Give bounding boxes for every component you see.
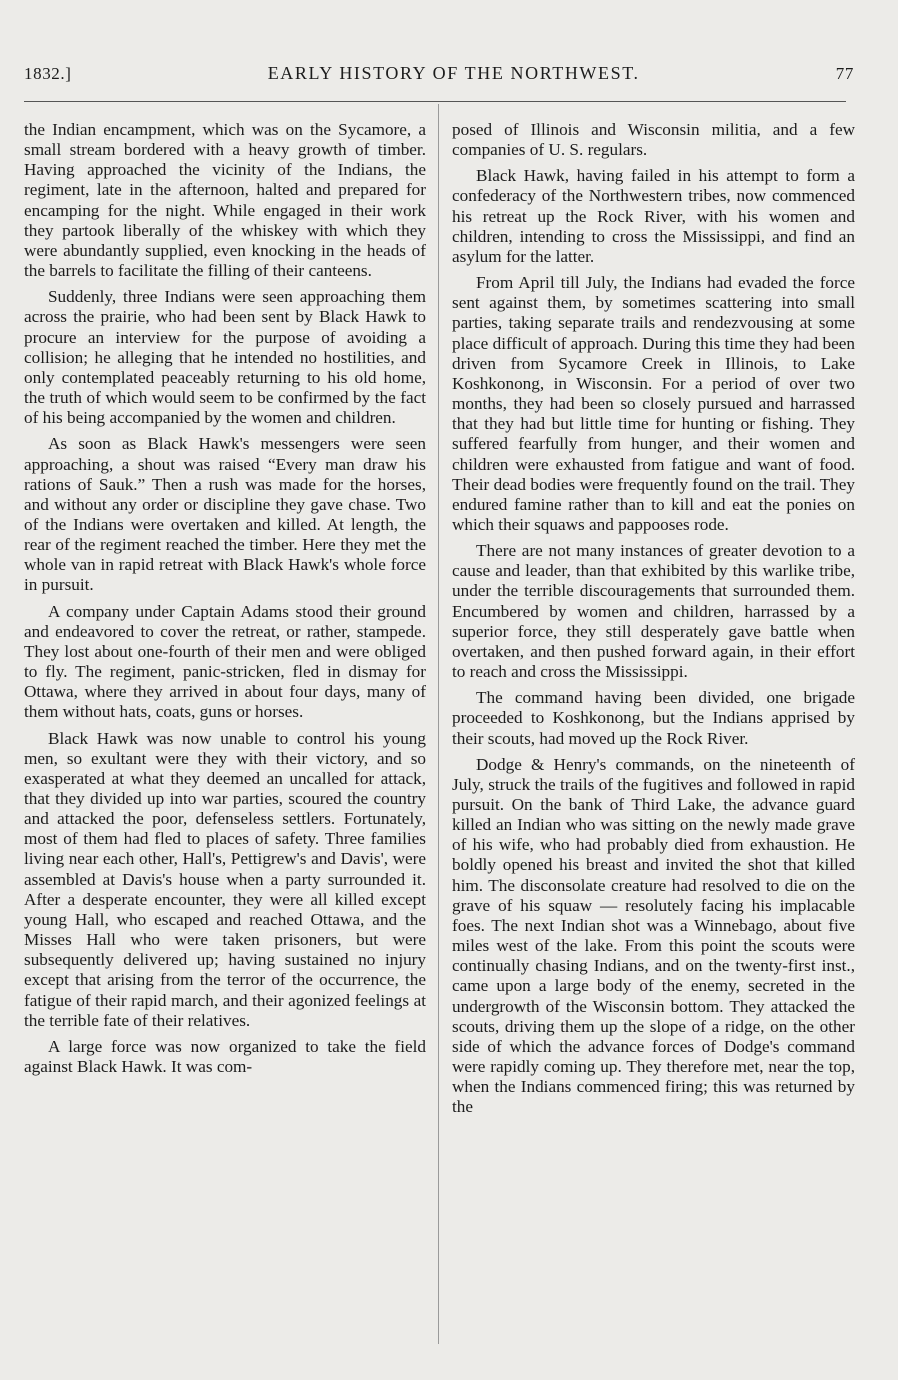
running-head: [24, 63, 854, 89]
paragraph-left-6: A large force was now organized to take the field against Black Hawk. It was com-: [24, 1036, 426, 1077]
paragraph-right-1: posed of Illinois and Wisconsin militia, and a few companies of U. S. regulars.: [452, 120, 855, 160]
paragraph-left-1: the Indian encampment, which was on the Sycamore, a small stream bordered with a heavy growth of timber. Having approached the vicinity of the Indians, the regiment, late in the afternoon, halted and prepared for encamping for the night. While engaged in their work they partook liberally of the whiskey with which they were abundantly supplied, even knocking in the heads of the barrels to facilitate the filling of their canteens.: [24, 120, 426, 281]
paragraph-right-5: The command having been divided, one brigade proceeded to Koshkonong, but the Indians apprised by their scouts, had moved up the Rock River.: [452, 688, 855, 748]
paragraph-left-3: As soon as Black Hawk's messengers were seen approaching, a shout was raised “Every man draw his rations of Sauk.” Then a rush was made for the horses, and without any order or discipline they gave chase. Two of the Indians were overtaken and killed. At length, the rear of the regiment reached the timber. Here they met the whole van in rapid retreat with Black Hawk's whole force in pursuit.: [24, 434, 426, 595]
paragraph-left-5: Black Hawk was now unable to control his young men, so exultant were they with their victory, and so exasperated at what they deemed an uncalled for attack, that they divided up into war parties, scoured the country and attacked the poor, defenseless settlers. Fortunately, most of them had fled to places of safety. Three families living near each other, Hall's, Pettigrew's and Davis', were assembled at Davis's house when a party surrounded it. After a desperate encounter, they were all killed except young Hall, who escaped and reached Ottawa, and the Misses Hall who were taken prisoners, but were subsequently delivered up; having sustained no injury except that arising from the terror of the occurrence, the fatigue of their rapid march, and their agonized feelings at the terrible fate of their relatives.: [24, 728, 426, 1030]
paragraph-left-4: A company under Captain Adams stood their ground and endeavored to cover the retreat, or rather, stampede. They lost about one-fourth of their men and were obliged to fly. The regiment, panic-stricken, fled in dismay for Ottawa, where they arrived in about four days, many of them without hats, coats, guns or horses.: [24, 601, 426, 722]
header-page-number: 77: [835, 64, 854, 83]
left-column: [24, 120, 426, 1083]
paragraph-right-3: From April till July, the Indians had evaded the force sent against them, by sometimes scattering into small parties, taking separate trails and rendezvousing at some place difficult of approach. During this time they had been driven from Sycamore Creek in Illinois, to Lake Koshkonong, in Wisconsin. For a period of over two months, they had been so closely pursued and harrassed that they had but little time for hunting or fishing. They suffered fearfully from hunger, and their women and children were exhausted from fatigue and want of food. Their dead bodies were frequently found on the trail. They endured famine rather than to kill and eat the ponies on which their squaws and pappooses rode.: [452, 273, 855, 534]
paragraph-left-2: Suddenly, three Indians were seen approaching them across the prairie, who had been sent by Black Hawk to procure an interview for the purpose of avoiding a collision; he alleging that he intended no hostilities, and only contemplated peaceably returning to his old home, the truth of which would seem to be confirmed by the fact of his being accompanied by the women and children.: [24, 287, 426, 428]
header-title: EARLY HISTORY OF THE NORTHWEST.: [267, 63, 640, 83]
paragraph-right-4: There are not many instances of greater devotion to a cause and leader, than that exhibited by this warlike tribe, under the terrible discouragements that surrounded them. Encumbered by women and children, harrassed by a superior force, they still desperately gave battle when overtaken, and then pushed forward again, in their effort to reach and cross the Mississippi.: [452, 541, 855, 682]
column-divider: [438, 104, 439, 1344]
right-column: [452, 120, 855, 1124]
paragraph-right-6: Dodge & Henry's commands, on the nineteenth of July, struck the trails of the fugitives and followed in rapid pursuit. On the bank of Third Lake, the advance guard killed an Indian who was sitting on the newly made grave of his wife, who had probably died from exhaustion. He boldly opened his breast and invited the shot that killed him. The disconsolate creature had resolved to die on the grave of his squaw — resolutely facing his implacable foes. The next Indian shot was a Winnebago, about five miles west of the lake. From this point the scouts were continually chasing Indians, and on the twenty-first inst., came upon a large body of the enemy, secreted in the undergrowth of the Wisconsin bottom. They attacked the scouts, driving them up the slope of a ridge, on the other side of which the advance forces of Dodge's command were rapidly coming up. They therefore met, near the top, when the Indians commenced firing; this was returned by the: [452, 754, 855, 1117]
header-rule: [24, 101, 846, 102]
header-year: 1832.]: [24, 64, 72, 83]
paragraph-right-2: Black Hawk, having failed in his attempt to form a confederacy of the Northwestern tribes, now commenced his retreat up the Rock River, with his women and children, intending to cross the Mississippi, and find an asylum for the latter.: [452, 166, 855, 266]
